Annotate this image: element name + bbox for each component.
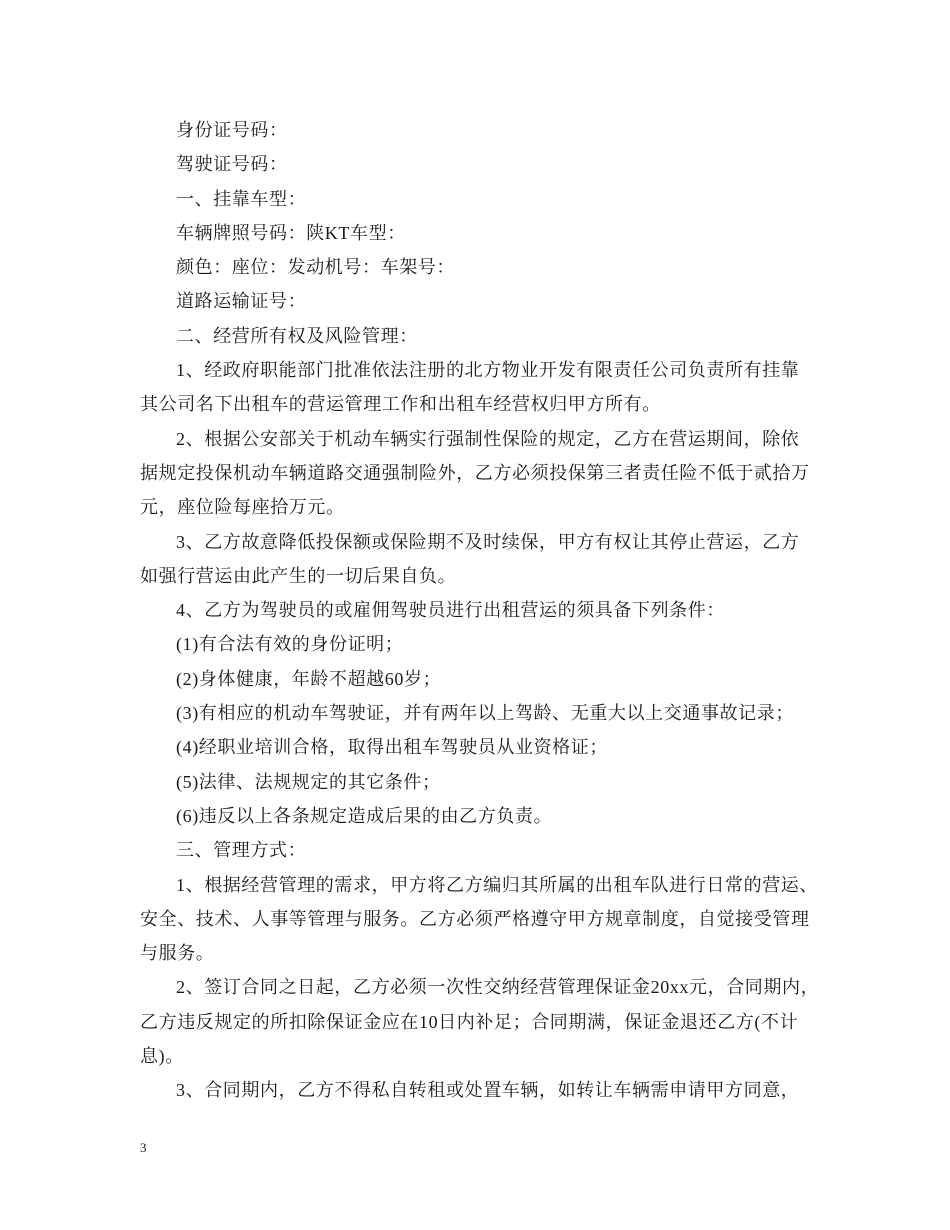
paragraph bbox=[140, 250, 830, 284]
text-line: 如强行营运由此产生的一切后果自负。 bbox=[140, 565, 457, 586]
text-line: 道路运输证号： bbox=[176, 291, 307, 312]
paragraph bbox=[140, 525, 830, 594]
text-line: 息)。 bbox=[140, 1046, 184, 1067]
text-line: 3、乙方故意降低投保额或保险期不及时续保，甲方有权让其停止营运，乙方 bbox=[176, 531, 800, 552]
text-line: 驾驶证号码： bbox=[176, 154, 288, 175]
text-line: 2、根据公安部关于机动车辆实行强制性保险的规定，乙方在营运期间，除依 bbox=[176, 428, 800, 449]
text-line: 3、合同期内，乙方不得私自转租或处置车辆，如转让车辆需申请甲方同意， bbox=[176, 1080, 800, 1101]
paragraph bbox=[140, 799, 830, 833]
text-line: 三、管理方式： bbox=[176, 840, 307, 861]
text-line: 颜色：座位：发动机号：车架号： bbox=[176, 257, 455, 278]
text-line: 身份证号码： bbox=[176, 120, 288, 140]
paragraph bbox=[140, 627, 830, 661]
paragraph bbox=[140, 147, 830, 181]
text-line: 1、经政府职能部门批准依法注册的北方物业开发有限责任公司负责所有挂靠 bbox=[176, 360, 800, 381]
paragraph bbox=[140, 593, 830, 627]
text-line: 其公司名下出租车的营运管理工作和出租车经营权归甲方所有。 bbox=[140, 394, 661, 415]
paragraph bbox=[140, 868, 830, 971]
paragraph bbox=[140, 662, 830, 696]
paragraph bbox=[140, 353, 830, 422]
text-line: 1、根据经营管理的需求，甲方将乙方编归其所属的出租车队进行日常的营运、 bbox=[176, 874, 818, 895]
paragraph bbox=[140, 216, 830, 250]
paragraph bbox=[140, 970, 830, 1073]
text-line: 安全、技术、人事等管理与服务。乙方必须严格遵守甲方规章制度，自觉接受管理 bbox=[140, 908, 810, 929]
paragraph bbox=[140, 284, 830, 318]
text-line: (1)有合法有效的身份证明； bbox=[176, 634, 404, 655]
paragraph bbox=[140, 319, 830, 353]
document-body bbox=[140, 113, 830, 1108]
text-line: (2)身体健康，年龄不超越60岁； bbox=[176, 668, 442, 689]
text-line: 二、经营所有权及风险管理： bbox=[176, 325, 418, 346]
text-line: 据规定投保机动车辆道路交通强制险外，乙方必须投保第三者责任险不低于贰拾万 bbox=[140, 462, 810, 483]
paragraph bbox=[140, 182, 830, 216]
paragraph bbox=[140, 730, 830, 764]
text-line: 乙方违反规定的所扣除保证金应在10日内补足；合同期满，保证金退还乙方(不计 bbox=[140, 1011, 799, 1032]
text-line: 车辆牌照号码：陕KT车型： bbox=[176, 222, 406, 243]
paragraph bbox=[140, 422, 830, 525]
paragraph bbox=[140, 113, 830, 147]
page-number: 3 bbox=[140, 1140, 147, 1155]
text-line: 2、签订合同之日起，乙方必须一次性交纳经营管理保证金20xx元，合同期内， bbox=[176, 977, 820, 998]
text-line: 4、乙方为驾驶员的或雇佣驾驶员进行出租营运的须具备下列条件： bbox=[176, 600, 725, 621]
paragraph bbox=[140, 1073, 830, 1107]
text-line: (3)有相应的机动车驾驶证，并有两年以上驾龄、无重大以上交通事故记录； bbox=[176, 703, 794, 724]
text-line: 元，座位险每座拾万元。 bbox=[140, 497, 345, 518]
text-line: 一、挂靠车型： bbox=[176, 188, 307, 209]
paragraph bbox=[140, 765, 830, 799]
text-line: 与服务。 bbox=[140, 943, 215, 964]
text-line: (5)法律、法规规定的其它条件； bbox=[176, 771, 441, 792]
text-line: (4)经职业培训合格，取得出租车驾驶员从业资格证； bbox=[176, 737, 608, 758]
paragraph bbox=[140, 833, 830, 867]
text-line: (6)违反以上各条规定造成后果的由乙方负责。 bbox=[176, 805, 553, 826]
paragraph bbox=[140, 696, 830, 730]
